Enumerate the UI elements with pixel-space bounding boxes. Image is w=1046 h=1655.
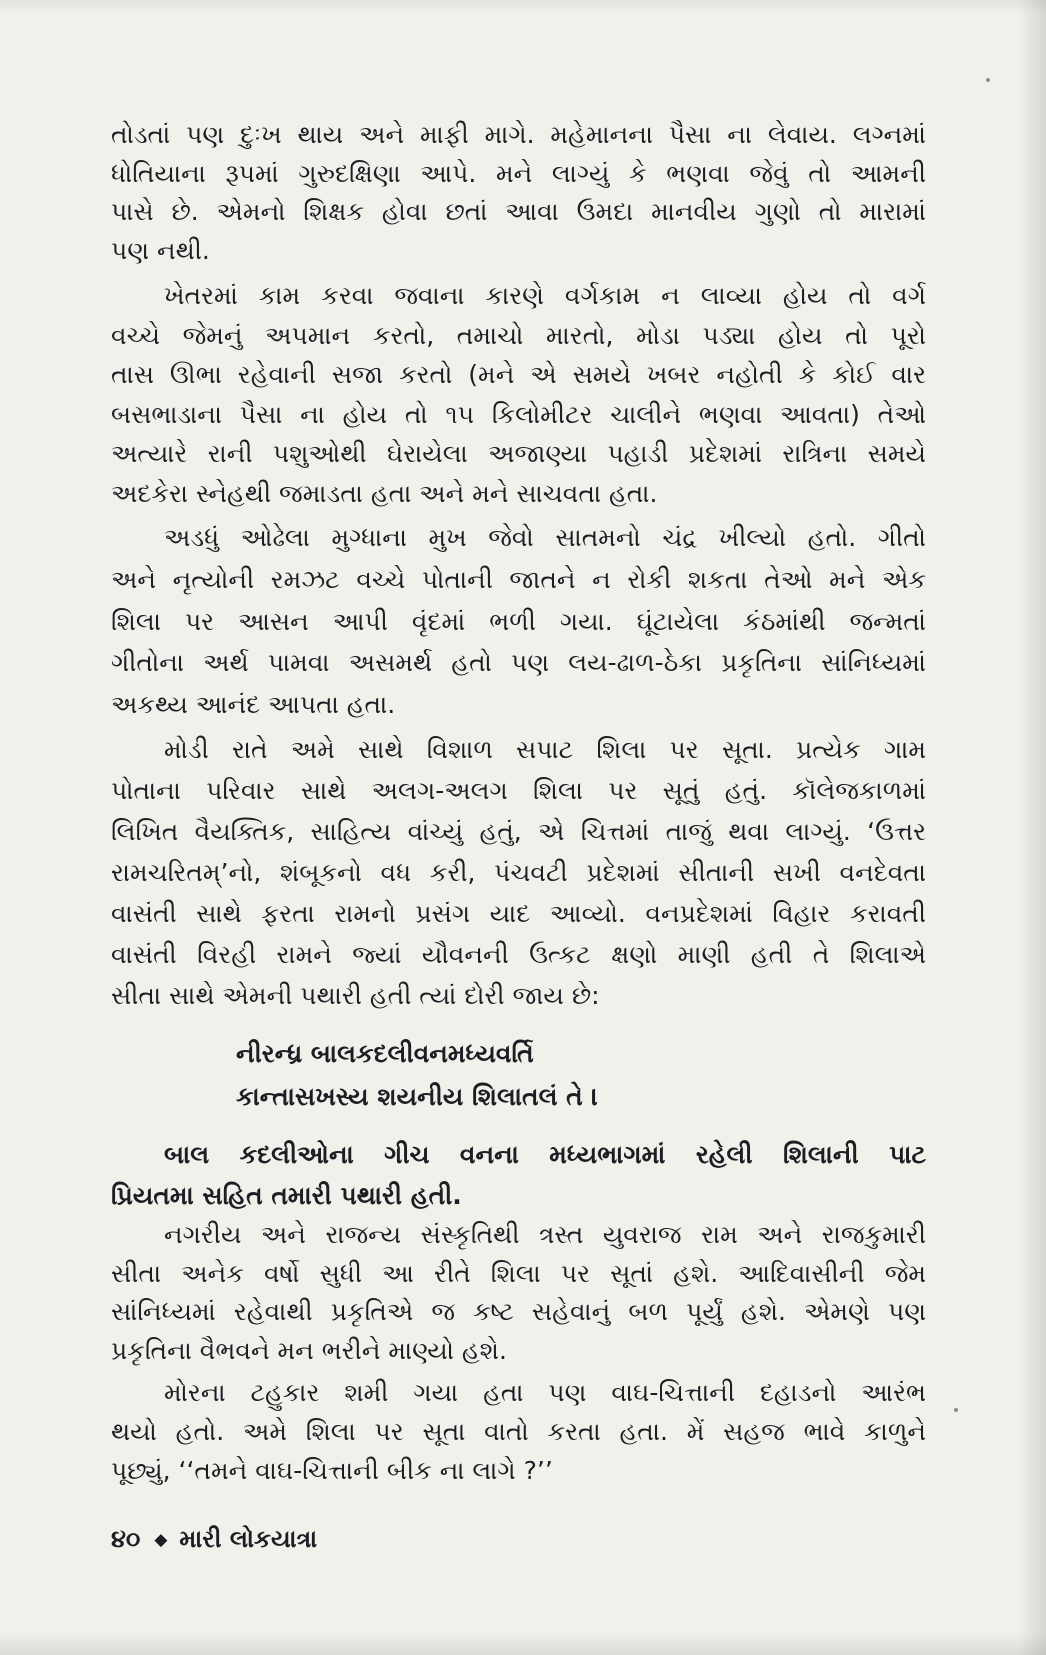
text-line: લિખિત વૈયક્તિક, સાહિત્ય વાંચ્યું હતું, એ ચિત્તમાં તાજું થવા લાગ્યું. ‘ઉત્તર: [111, 817, 926, 846]
text-line: ધોતિયાના રૂપમાં ગુરુદક્ષિણા આપે. મને લાગ્યું કે ભણવા જેવું તો આમની: [111, 158, 926, 188]
text-line: તોડતાં પણ દુઃખ થાય અને માફી માગે. મહેમાનના પૈસા ના લેવાય. લગ્નમાં: [111, 120, 926, 149]
text-line: રામચરિતમ્’નો, શંબૂકનો વધ કરી, પંચવટી પ્રદેશમાં સીતાની સખી વનદેવતા: [111, 858, 926, 887]
book-title: મારી લોકયાત્રા: [179, 1525, 318, 1553]
scan-speck: [954, 1408, 958, 1412]
text-line: અદકેરા સ્નેહથી જમાડતા હતા અને મને સાચવતા હતા.: [111, 478, 658, 508]
paragraph: [111, 1373, 926, 1490]
text-line: પણ નથી.: [111, 235, 210, 265]
text-line: ખેતરમાં કામ કરવા જવાના કારણે વર્ગકામ ન લાવ્યા હોય તો વર્ગ: [164, 281, 926, 310]
scan-edge-shadow: [0, 1633, 1046, 1655]
text-line: અકથ્ય આનંદ આપતા હતા.: [111, 690, 396, 720]
scan-speck: [986, 78, 990, 82]
paragraph: [111, 116, 926, 270]
paragraph: [111, 276, 926, 513]
text-line: પોતાના પરિવાર સાથે અલગ-અલગ શિલા પર સૂતું હતું. કૉલેજકાળમાં: [111, 776, 926, 805]
paragraph: [111, 729, 926, 1016]
verse-line: કાન્તાસખસ્ય શયનીય શિલાતલં તે ।: [236, 1082, 599, 1111]
text-line: બાલ કદલીઓના ગીચ વનના મધ્યભાગમાં રહેલી શિલાની પાટ: [164, 1140, 926, 1169]
text-line: અડધું ઓઢેલા મુગ્ધાના મુખ જેવો સાતમનો ચંદ્ર ખીલ્યો હતો. ગીતો: [164, 523, 926, 552]
text-line: પૂછ્યું, ‘‘તમને વાઘ-ચિત્તાની બીક ના લાગે ?’’: [111, 1456, 553, 1485]
text-line: પાસે છે. એમનો શિક્ષક હોવા છતાં આવા ઉમદા માનવીય ગુણો તો મારામાં: [111, 197, 926, 226]
paragraph: [111, 1216, 926, 1370]
text-line: બસભાડાના પૈસા ના હોય તો ૧૫ કિલોમીટર ચાલીને ભણવા આવતા) તેઓ: [111, 399, 926, 429]
text-line: પ્રિયતમા સહિત તમારી પથારી હતી.: [111, 1181, 462, 1210]
text-line: નગરીય અને રાજન્ય સંસ્કૃતિથી ત્રસ્ત યુવરાજ રામ અને રાજકુમારી: [164, 1220, 926, 1249]
text-line: તાસ ઊભા રહેવાની સજા કરતો (મને એ સમયે ખબર નહોતી કે કોઈ વાર: [111, 360, 926, 389]
text-line: મોરના ટહુકાર શમી ગયા હતા પણ વાઘ-ચિત્તાની દહાડનો આરંભ: [164, 1378, 926, 1407]
text-line: સીતા સાથે એમની પથારી હતી ત્યાં દોરી જાય છે:: [111, 981, 600, 1010]
text-line: ગીતોના અર્થ પામવા અસમર્થ હતો પણ લય-ઢાળ-ઠેકા પ્રકૃતિના સાંનિધ્યમાં: [111, 648, 926, 678]
scan-edge-shadow: [0, 0, 1046, 14]
scan-edge-shadow: [1018, 0, 1046, 1655]
text-line: સાંનિધ્યમાં રહેવાથી પ્રકૃતિએ જ કષ્ટ સહેવાનું બળ પૂર્યું હશે. એમણે પણ: [111, 1297, 926, 1326]
page-footer: [111, 1520, 511, 1559]
text-line: વચ્ચે જેમનું અપમાન કરતો, તમાચો મારતો, મોડા પડ્યા હોય તો પૂરો: [111, 320, 926, 350]
verse-line: નીરન્ધ્ર બાલકદલીવનમધ્યવર્તિ: [236, 1039, 534, 1068]
sanskrit-verse: [236, 1032, 836, 1118]
paragraph: [111, 517, 926, 726]
text-line: અત્યારે રાની પશુઓથી ઘેરાયેલા અજાણ્યા પહાડી પ્રદેશમાં રાત્રિના સમયે: [111, 439, 926, 468]
text-line: અને નૃત્યોની રમઝટ વચ્ચે પોતાની જાતને ન રોકી શકતા તેઓ મને એક: [111, 564, 926, 594]
text-line: થયો હતો. અમે શિલા પર સૂતા વાતો કરતા હતા. મેં સહજ ભાવે કાળુને: [111, 1417, 926, 1446]
text-line: પ્રકૃતિના વૈભવને મન ભરીને માણ્યો હશે.: [111, 1335, 507, 1365]
verse-translation: [111, 1134, 926, 1216]
text-line: વાસંતી સાથે ફરતા રામનો પ્રસંગ યાદ આવ્યો. વનપ્રદેશમાં વિહાર કરાવતી: [111, 899, 926, 928]
text-line: વાસંતી વિરહી રામને જ્યાં યૌવનની ઉત્કટ ક્ષણો માણી હતી તે શિલાએ: [111, 940, 926, 969]
text-line: શિલા પર આસન આપી વૃંદમાં ભળી ગયા. ઘૂંટાયેલા કંઠમાંથી જન્મતાં: [111, 606, 926, 636]
diamond-icon: ◆: [154, 1530, 168, 1550]
text-line: મોડી રાતે અમે સાથે વિશાળ સપાટ શિલા પર સૂતા. પ્રત્યેક ગામ: [164, 735, 926, 764]
page-number: ૪૦: [111, 1525, 141, 1553]
text-line: સીતા અનેક વર્ષો સુધી આ રીતે શિલા પર સૂતાં હશે. આદિવાસીની જેમ: [111, 1258, 926, 1288]
